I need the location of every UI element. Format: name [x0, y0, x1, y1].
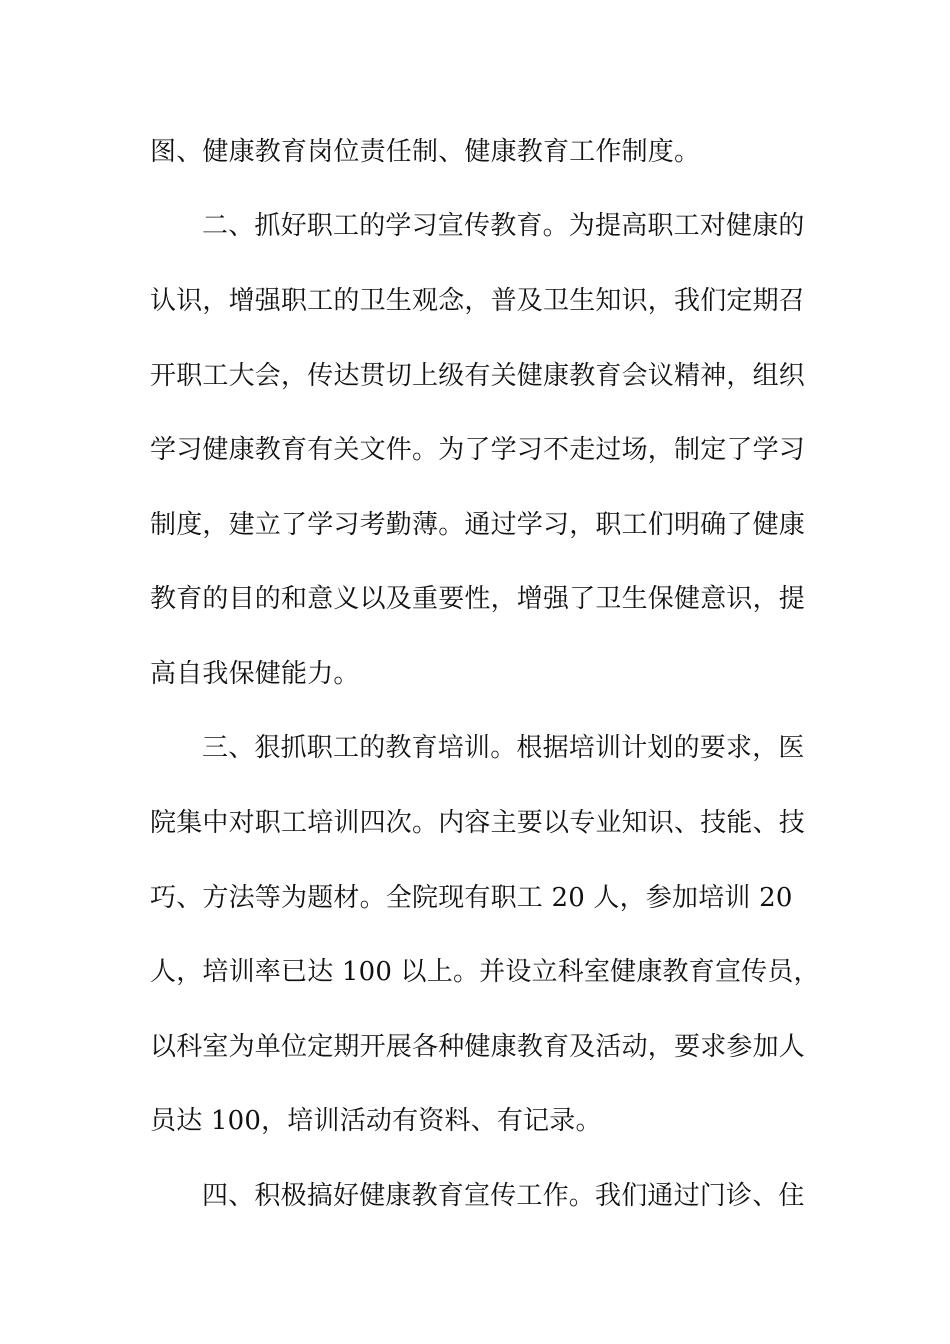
text-line: 制度，建立了学习考勤薄。通过学习，职工们明确了健康	[150, 510, 806, 540]
text-line: 人，培训率已达 100 以上。并设立科室健康教育宣传员，	[150, 957, 820, 987]
paragraph-start-line: 二、抓好职工的学习宣传教育。为提高职工对健康的	[202, 211, 805, 241]
paragraph-start-line: 三、狠抓职工的教育培训。根据培训计划的要求，医	[202, 733, 805, 763]
text-line: 图、健康教育岗位责任制、健康教育工作制度。	[150, 137, 701, 167]
text-line: 员达 100，培训活动有资料、有记录。	[150, 1106, 602, 1136]
text-line: 开职工大会，传达贯切上级有关健康教育会议精神，组织	[150, 361, 806, 391]
text-line: 学习健康教育有关文件。为了学习不走过场，制定了学习	[150, 435, 806, 465]
text-line: 认识，增强职工的卫生观念，普及卫生知识，我们定期召	[150, 286, 806, 316]
paragraph-start-line: 四、积极搞好健康教育宣传工作。我们通过门诊、住	[202, 1181, 805, 1211]
text-line: 教育的目的和意义以及重要性，增强了卫生保健意识，提	[150, 584, 806, 614]
text-line: 高自我保健能力。	[150, 659, 360, 689]
text-line: 院集中对职工培训四次。内容主要以专业知识、技能、技	[150, 808, 806, 838]
text-line: 以科室为单位定期开展各种健康教育及活动，要求参加人	[150, 1032, 806, 1062]
text-line: 巧、方法等为题材。全院现有职工 20 人，参加培训 20	[150, 883, 793, 913]
